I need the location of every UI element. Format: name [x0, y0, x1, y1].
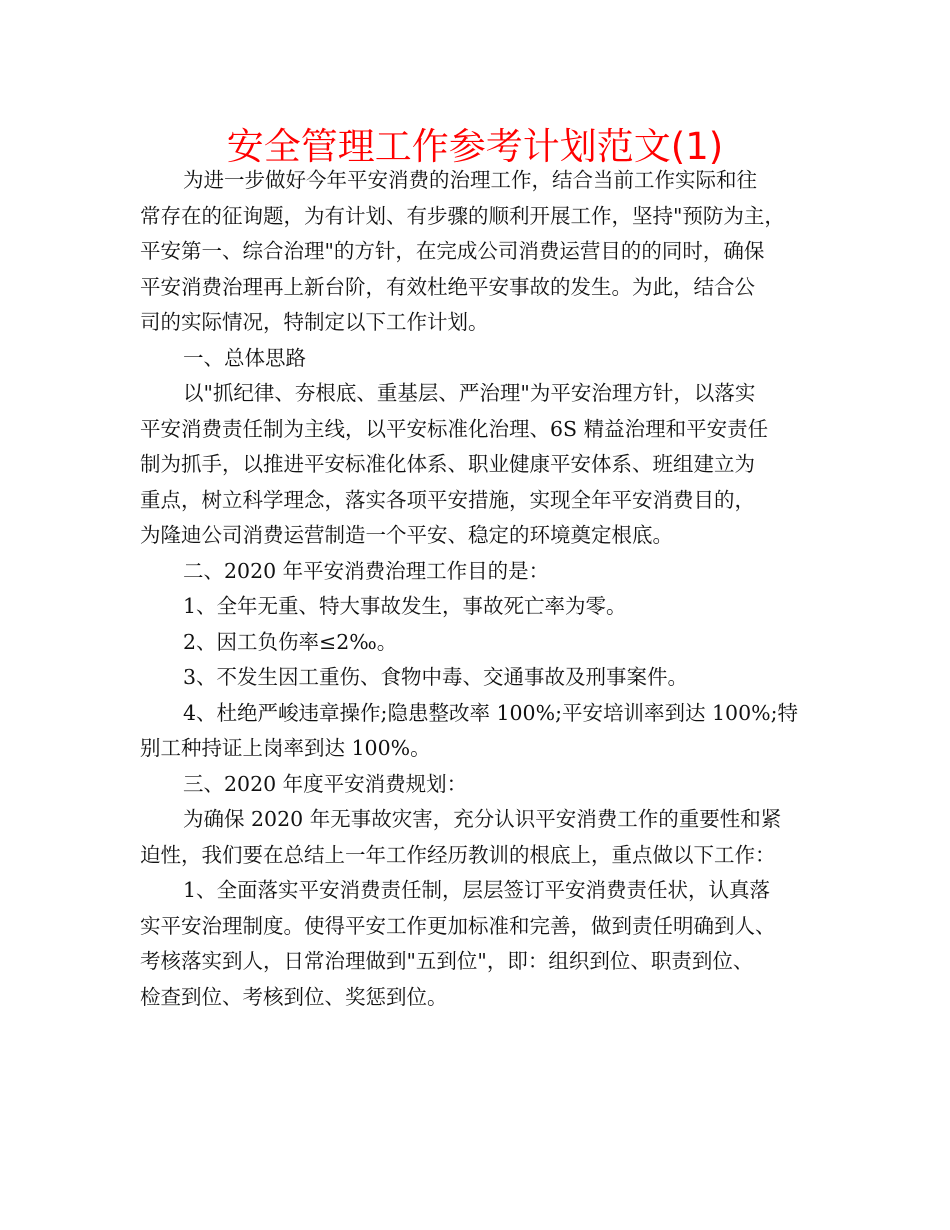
list-item: 3、不发生因工重伤、食物中毒、交通事故及刑事案件。: [183, 665, 689, 689]
body-line: 平安第一、综合治理"的方针，在完成公司消费运营目的的同时，确保: [140, 239, 765, 263]
section-heading: 三、2020 年度平安消费规划：: [183, 771, 468, 796]
list-item-continuation: 别工种持证上岗率到达 100%。: [140, 736, 431, 760]
list-item-continuation: 考核落实到人，日常治理做到"五到位"，即：组织到位、职责到位、: [140, 949, 754, 973]
body-line: 为进一步做好今年平安消费的治理工作，结合当前工作实际和往: [183, 168, 757, 192]
body-line: 为隆迪公司消费运营制造一个平安、稳定的环境奠定根底。: [140, 523, 673, 547]
document-body: [140, 163, 830, 1015]
body-line: 以"抓纪律、夯根底、重基层、严治理"为平安治理方针，以落实: [183, 381, 756, 405]
body-line: 为确保 2020 年无事故灾害，充分认识平安消费工作的重要性和紧: [183, 807, 782, 831]
body-line: 平安消费治理再上新台阶，有效杜绝平安事故的发生。为此，结合公: [140, 274, 755, 299]
section-heading: 一、总体思路: [183, 345, 306, 370]
body-line: 重点，树立科学理念，落实各项平安措施，实现全年平安消费目的，: [140, 487, 755, 512]
list-item-continuation: 实平安治理制度。使得平安工作更加标准和完善，做到责任明确到人、: [140, 913, 776, 938]
body-line: 司的实际情况，特制定以下工作计划。: [140, 310, 489, 334]
list-item: 4、杜绝严峻违章操作;隐患整改率 100%;平安培训率到达 100%;特: [183, 700, 799, 725]
body-line: 常存在的征询题，为有计划、有步骤的顺利开展工作，坚持"预防为主，: [140, 203, 785, 228]
list-item-continuation: 检查到位、考核到位、奖惩到位。: [140, 984, 448, 1009]
body-line: 迫性，我们要在总结上一年工作经历教训的根底上，重点做以下工作：: [140, 842, 776, 867]
document-title: 安全管理工作参考计划范文(1): [226, 125, 724, 168]
list-item: 1、全面落实平安消费责任制，层层签订平安消费责任状，认真落: [183, 878, 771, 902]
body-line: 平安消费责任制为主线，以平安标准化治理、6S 精益治理和平安责任: [140, 416, 769, 441]
list-item: 1、全年无重、特大事故发生，事故死亡率为零。: [183, 594, 627, 618]
list-item: 2、因工负伤率≤2‰。: [183, 629, 398, 654]
section-heading: 二、2020 年平安消费治理工作目的是：: [183, 558, 550, 583]
body-line: 制为抓手，以推进平安标准化体系、职业健康平安体系、班组建立为: [140, 452, 755, 476]
